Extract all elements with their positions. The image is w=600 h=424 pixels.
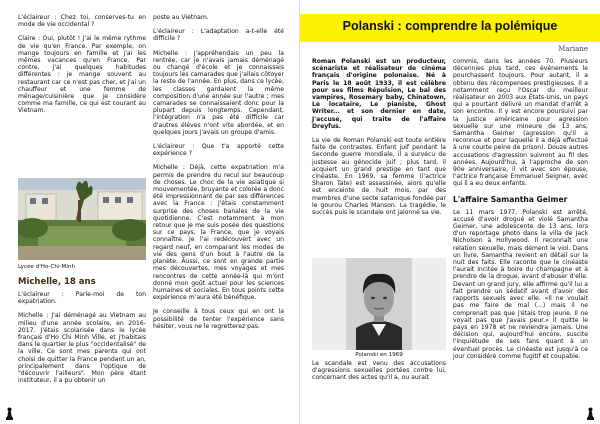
paragraph: La vie de Roman Polanski est toute entière faite de contrastes. Enfant juif pendant la Seconde guerre mondiale, il a survécu de justesse au génocide juif ; plus tard, il acquiert un grand prestige en tant que cinéaste. En 1969, sa femme (l'actrice Sharon Tate) est assassinée, alors qu'elle est enceinte de huit mois, par des membres d'une secte satanique fondée par le gourou Charles Manson. La tragédie, le succès puis le scandale ont jalonné sa vie. bbox=[312, 137, 446, 217]
left-column-2 bbox=[153, 14, 284, 337]
article-title: Polanski : comprendre la polémique bbox=[342, 19, 558, 33]
polanski-photo bbox=[312, 258, 446, 350]
interview-question: L'éclaireur : Parle-moi de ton expatriation. bbox=[18, 291, 146, 306]
interview-question: L'éclaireur : Chez toi, conserves-tu en mode de vie occidental ? bbox=[18, 14, 146, 29]
interview-answer: Michelle : J'ai déménagé au Vietnam au milieu d'une année scolaire, en 2016-2017. J'étais scolarisée dans le lycée français d'Ho Chi Minh Ville, et j'habitais dans le quartier le plus "occidentalisé" de la ville. Ce sont mes parents qui ont choisi de quitter la France pendant un an, principalement dans l'optique de "découvrir l'ailleurs". Mon père étant instituteur, il a pu obtenir un bbox=[18, 312, 146, 385]
interview-answer: Claire : Oui, plutôt ! J'ai le même rythme de vie qu'en France. Par exemple, on mange toujours en famille et j'ai les mêmes vacances qu'en France. Par contre, j'ai quelques habitudes différentes : je mange souvent au restaurant car ce n'est pas cher, et j'ai un chauffeur et une femme de ménage/cuisinière que je considère comme ma famille, ce qui est courant au Vietnam. bbox=[18, 35, 146, 115]
right-column-2 bbox=[453, 58, 588, 367]
interview-answer: Michelle : J'appréhendais un peu la rentrée, car je n'avais jamais déménagé ou changé d'école et je connaissais toujours les camarades que j'allais côtoyer la reste de l'année. En plus, dans ce lycée, les classes gardaient la même composition d'une année sur l'autre ; mes camarades se connaissaient donc pour la plupart depuis longtemps. Cependant, l'intégration n'a pas été difficile car d'autres élèves n'ont vite abordée, et en quelques jours j'avais un groupe d'amis. bbox=[153, 49, 284, 136]
interview-question: L'éclaireur : Que t'a apporté cette expérience ? bbox=[153, 143, 284, 158]
right-page bbox=[300, 0, 600, 424]
paragraph: Le scandale est venu des accusations d'agressions sexuelles portées contre lui, concernant des actes qu'il a, ou aurait bbox=[312, 360, 446, 382]
right-column-1 bbox=[312, 58, 446, 223]
paragraph: Je conseille à tous ceux qui en ont la possibilité de tenter l'expérience sans hésiter, vous ne le regretterez pas. bbox=[153, 308, 284, 330]
paragraph: Le 11 mars 1977, Polanski est arrêté, accusé d'avoir drogué et violé Samantha Geimer, une adolescente de 13 ans, lors d'un reportage photo dans la villa de Jack Nicholson à Hollywood. Il reconnaît une relation sexuelle, mais dément le viol. Dans un livre, Samantha revient en détail sur la nuit des faits. Elle raconte que le cinéaste l'aurait incitée à boire du champagne et à prendre de la drogue, avant d'abuser d'elle. Devant un grand jury, elle affirme qu'il lui a fait prendre un sédatif avant d'avoir des rapports sexuels avec elle. «Il ne voulait pas me faire de mal (...) mais il ne comprenait pas que j'étais trop jeune. Il ne voyait pas que j'avais peur.» Il quitte le pays en 1978 et ne reviendra jamais. Une décision qui, aujourd'hui encore, suscite l'inquiétude de ses fans quant à un éventuel procès. Le cinéaste est jusqu'à ce jour considéré comme fugitif et coupable. bbox=[453, 208, 588, 360]
left-column-1-top bbox=[18, 14, 146, 122]
school-building-photo bbox=[18, 178, 146, 260]
paragraph: poste au Vietnam. bbox=[153, 14, 209, 21]
interview-answer: Michelle : Déjà, cette expatriation m'a permis de prendre du recul sur beaucoup de choses. Le choc de la vie asiatique si mouvementée, bruyante et colorée a donc été impressionnant de par ses différences avec la France : j'étais constamment surprise des choses banales de la vie quotidienne. C'est notamment à mon retour que je me suis posée des questions sur ce pays, la France, que je voyais connaître. Je l'ai redécouvert avec un regard neuf, en comparant les modes de vie des gens d'un bout à l'autre de la planète. Aussi, ce sont en grande partie mes découvertes, mes voyages et mes rencontres de cette année-là qui m'ont donné mon goût actuel pour les sciences humaines et sociales. En tous points cette expérience m'aura été bénéfique. bbox=[153, 164, 284, 302]
photo-caption: Polanski en 1969 bbox=[355, 352, 403, 358]
article-lead: Roman Polanski est un producteur, scénariste et réalisateur de cinéma français d'origine polonaise. Né à Paris le 18 août 1933, il est célèbre pour ses films Répulsion, Le bal des vampires, Rosemary baby, Chinatown, Le locataire, Le pianiste, Ghost Writer... et son dernier en date, J'accuse, qui traite de l'affaire Dreyfus. bbox=[312, 58, 446, 130]
left-column-1-bottom bbox=[18, 291, 146, 391]
article-source: Mariane bbox=[558, 45, 588, 53]
interview-question: L'éclaireur : L'adaptation a-t-elle été difficile ? bbox=[153, 28, 284, 43]
section-subheading: L'affaire Samantha Geimer bbox=[453, 194, 568, 204]
interviewee-name: Michelle, 18 ans bbox=[18, 277, 96, 287]
pawn-icon bbox=[586, 407, 595, 420]
paragraph: commis, dans les années 70. Plusieurs décennies plus tard, ces événements le pourchassent toujours. Pour autant, il a obtenu des récompenses prestigieuses. Il a notamment reçu l'Oscar du meilleur réalisateur en 2003 aux États-Unis, un pays qui a pourtant délivré un mandat d'arrêt à son encontre. Il y est encore poursuivi par la justice américaine pour agression sexuelle sur une mineure de 13 ans, Samantha Geimer (agression qu'il a reconnue et pour laquelle il a déjà effectué à une courte peine de prison). Douze autres accusations d'agression suivront au fil des années. Aujourd'hui, à l'approche de son 90e anniversaire, il vit avec son épouse, l'actrice française Emmanuel Seigner, avec qui il a eu deux enfants. bbox=[453, 58, 588, 188]
pawn-icon bbox=[5, 407, 14, 420]
right-column-1-bottom bbox=[312, 360, 446, 389]
photo-caption: Lycée d'Ho-Chi-Minh bbox=[18, 264, 75, 270]
